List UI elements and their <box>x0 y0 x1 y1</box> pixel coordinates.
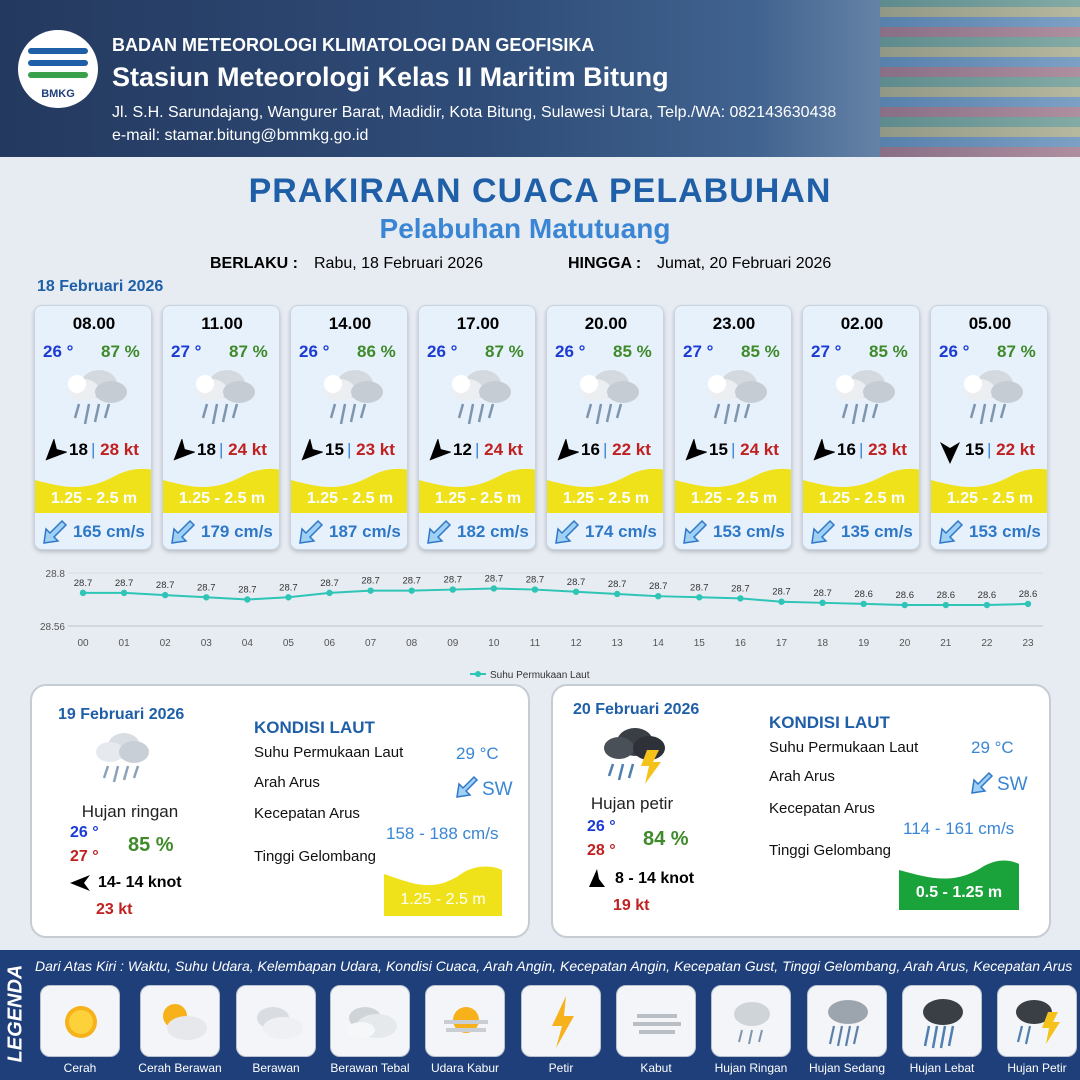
sst-chart <box>30 563 1050 693</box>
heavy-rain-icon <box>903 986 983 1058</box>
legend-item <box>902 985 982 1075</box>
sst-point <box>121 590 127 596</box>
current-direction-icon <box>41 518 69 546</box>
day3-date: 20 Februari 2026 <box>573 701 700 718</box>
legend-item <box>711 985 791 1075</box>
card-separator: | <box>347 440 352 459</box>
card-time: 02.00 <box>840 314 884 333</box>
rain-light-icon <box>823 364 901 430</box>
day2-date: 19 Februari 2026 <box>58 706 185 723</box>
card-temperature: 26 ° <box>43 342 74 361</box>
station-address: Jl. S.H. Sarundajang, Wangurer Barat, Madidir, Kota Bitung, Sulawesi Utara, Telp./WA: 082143630438 <box>112 104 837 121</box>
card-wave-height: 1.25 - 2.5 m <box>178 490 266 507</box>
sst-data-label: 28.7 <box>197 582 216 594</box>
rain-light-icon <box>311 364 389 430</box>
sst-data-label: 28.7 <box>443 574 463 586</box>
card-temperature: 26 ° <box>555 342 586 361</box>
card-humidity: 87 % <box>485 342 524 361</box>
sun-icon <box>41 986 121 1058</box>
card-gust-value: 24 kt <box>228 440 267 459</box>
legend-item <box>807 985 887 1075</box>
sst-data-label: 28.7 <box>73 577 93 589</box>
day2-gust: 23 kt <box>96 901 133 918</box>
legend-item <box>521 985 601 1075</box>
card-humidity: 85 % <box>741 342 780 361</box>
card-separator: | <box>475 440 480 459</box>
x-tick-label: 16 <box>734 638 746 649</box>
x-tick-label: 19 <box>858 638 870 649</box>
card-gust <box>859 440 907 460</box>
x-tick-label: 04 <box>241 638 253 649</box>
station-name: Stasiun Meteorologi Kelas II Maritim Bitung <box>112 62 669 92</box>
legend-item <box>236 985 316 1075</box>
card-wave-height: 1.25 - 2.5 m <box>306 490 394 507</box>
x-tick-label: 01 <box>118 638 130 649</box>
card-gust <box>475 440 523 460</box>
day3-condition: Hujan petir <box>590 794 674 813</box>
card-time: 11.00 <box>201 314 243 333</box>
card-gust-value: 22 kt <box>996 440 1035 459</box>
day2-sst-label: Suhu Permukaan Laut <box>254 744 404 761</box>
header-banner <box>0 0 1080 157</box>
card-time: 23.00 <box>712 314 756 333</box>
card-wave-height: 1.25 - 2.5 m <box>946 490 1034 507</box>
port-background-graphic <box>880 0 1080 157</box>
card-separator: | <box>91 440 96 459</box>
card-separator: | <box>859 440 864 459</box>
x-tick-label: 21 <box>940 638 952 649</box>
current-direction-icon <box>809 518 837 546</box>
moderate-rain-icon <box>808 986 888 1058</box>
card-humidity: 85 % <box>613 342 652 361</box>
sst-data-label: 28.7 <box>279 582 298 594</box>
agency-name: BADAN METEOROLOGI KLIMATOLOGI DAN GEOFISIKA <box>112 35 595 55</box>
card-current-speed: 182 cm/s <box>457 522 529 541</box>
bmkg-logo: BMKG <box>18 30 98 108</box>
sst-point <box>943 602 949 608</box>
x-tick-label: 22 <box>981 638 993 649</box>
sst-data-label: 28.6 <box>936 590 956 602</box>
x-tick-label: 09 <box>447 638 459 649</box>
card-wave-height: 1.25 - 2.5 m <box>50 490 138 507</box>
legend-item-label: Berawan Tebal <box>330 1061 410 1075</box>
day2-tmax: 27 ° <box>70 848 99 865</box>
legend-item <box>40 985 120 1075</box>
day3-wave-label: Tinggi Gelombang <box>769 842 892 859</box>
card-wave-height: 1.25 - 2.5 m <box>434 490 522 507</box>
x-tick-label: 02 <box>159 638 171 649</box>
sun-cloud-icon <box>141 986 221 1058</box>
card-separator: | <box>731 440 736 459</box>
card-wave-height: 1.25 - 2.5 m <box>818 490 906 507</box>
sst-data-label: 28.7 <box>402 575 421 587</box>
rain-light-icon <box>90 728 160 790</box>
day2-wave-value: 1.25 - 2.5 m <box>400 891 486 908</box>
legend-item-label: Petir <box>548 1061 574 1075</box>
rain-light-icon <box>567 364 645 430</box>
legend-item-label: Cerah Berawan <box>138 1061 222 1075</box>
sst-data-label: 28.7 <box>690 582 709 594</box>
card-current-speed: 187 cm/s <box>329 522 401 541</box>
day3-current-speed-value: 114 - 161 cm/s <box>903 819 1015 838</box>
berlaku-value: Rabu, 18 Februari 2026 <box>314 255 483 272</box>
day2-current-dir-value: SW <box>482 779 513 800</box>
legend-item <box>425 985 505 1075</box>
forecast-card <box>418 305 536 550</box>
legend-item <box>616 985 696 1075</box>
current-direction-icon <box>969 770 995 796</box>
day3-humidity: 84 % <box>643 828 689 850</box>
card-gust <box>91 440 139 460</box>
sst-data-label: 28.7 <box>772 586 791 598</box>
card-wind-speed: 12 <box>453 440 472 459</box>
rain-light-icon <box>183 364 261 430</box>
sst-point <box>614 591 620 597</box>
sst-data-label: 28.7 <box>566 576 586 588</box>
current-direction-icon <box>454 774 480 800</box>
sst-point <box>860 601 866 607</box>
card-current-speed: 165 cm/s <box>73 522 145 541</box>
day3-wave-value: 0.5 - 1.25 m <box>915 884 1003 901</box>
x-tick-label: 08 <box>406 638 418 649</box>
day3-sst-label: Suhu Permukaan Laut <box>769 739 919 756</box>
day2-panel <box>30 684 530 938</box>
forecast-card <box>546 305 664 550</box>
sst-point <box>450 586 456 592</box>
sst-point <box>367 587 373 593</box>
sst-point <box>408 587 414 593</box>
thunderstorm-icon <box>599 722 679 788</box>
sst-data-label: 28.6 <box>854 588 873 600</box>
sst-data-label: 28.7 <box>525 574 545 586</box>
forecast-card <box>34 305 152 550</box>
day3-current-speed-label: Kecepatan Arus <box>769 800 875 817</box>
card-wind-speed: 18 <box>197 440 216 459</box>
card-humidity: 86 % <box>357 342 396 361</box>
card-gust-value: 24 kt <box>740 440 779 459</box>
legend-item-label: Hujan Ringan <box>714 1061 788 1075</box>
sst-point <box>203 594 209 600</box>
sst-data-label: 28.7 <box>731 583 750 595</box>
sst-data-label: 28.7 <box>648 581 668 593</box>
sst-point <box>532 586 538 592</box>
cloud-icon <box>237 986 317 1058</box>
card-wave-height: 1.25 - 2.5 m <box>562 490 650 507</box>
day3-current-dir-value: SW <box>997 774 1028 795</box>
port-name: Pelabuhan Matutuang <box>379 213 671 244</box>
light-rain-icon <box>712 986 792 1058</box>
day2-current-speed-label: Kecepatan Arus <box>254 805 360 822</box>
thunderstorm-icon <box>998 986 1078 1058</box>
sst-point <box>80 590 86 596</box>
legend-item <box>140 985 220 1075</box>
chart-legend-label: Suhu Permukaan Laut <box>490 670 590 681</box>
day2-sst-value: 29 °C <box>456 744 499 763</box>
sst-data-label: 28.6 <box>977 590 997 602</box>
card-time: 20.00 <box>584 314 628 333</box>
berlaku-label: BERLAKU : <box>210 255 298 272</box>
sst-point <box>285 594 291 600</box>
wind-direction-icon <box>70 874 92 892</box>
forecast-card <box>802 305 920 550</box>
day2-condition: Hujan ringan <box>81 802 179 821</box>
legend-item <box>330 985 410 1075</box>
forecast-card <box>290 305 408 550</box>
sst-point <box>655 593 661 599</box>
day3-sst-value: 29 °C <box>971 738 1014 757</box>
card-current-speed: 179 cm/s <box>201 522 273 541</box>
card-gust <box>603 440 651 460</box>
sst-data-label: 28.7 <box>813 587 832 599</box>
day3-tmax: 28 ° <box>587 842 616 859</box>
card-wind-speed: 16 <box>581 440 600 459</box>
y-tick-label: 28.56 <box>39 622 65 633</box>
sst-data-label: 28.7 <box>607 578 627 590</box>
x-tick-label: 14 <box>652 638 664 649</box>
sst-point <box>737 595 743 601</box>
sst-point <box>778 599 784 605</box>
card-temperature: 27 ° <box>683 342 714 361</box>
legend-item-label: Hujan Sedang <box>808 1061 886 1075</box>
card-current-speed: 153 cm/s <box>969 522 1041 541</box>
day2-humidity: 85 % <box>128 834 174 856</box>
station-email: e-mail: stamar.bitung@bmmkg.go.id <box>112 127 369 144</box>
current-direction-icon <box>553 518 581 546</box>
sst-data-label: 28.6 <box>895 590 914 602</box>
x-tick-label: 05 <box>282 638 294 649</box>
sst-data-label: 28.6 <box>1018 588 1038 600</box>
card-humidity: 85 % <box>869 342 908 361</box>
day3-current-dir-label: Arah Arus <box>769 768 835 785</box>
card-gust-value: 23 kt <box>356 440 395 459</box>
card-gust <box>987 440 1035 460</box>
rain-light-icon <box>55 364 133 430</box>
day3-wind: 8 - 14 knot <box>615 870 695 887</box>
sst-data-label: 28.7 <box>320 577 339 589</box>
day2-current-speed-value: 158 - 188 cm/s <box>386 824 499 843</box>
sst-point <box>244 596 250 602</box>
haze-icon <box>426 986 506 1058</box>
card-gust-value: 24 kt <box>484 440 523 459</box>
card-gust-value: 22 kt <box>612 440 651 459</box>
current-direction-icon <box>681 518 709 546</box>
x-tick-label: 10 <box>488 638 500 649</box>
fog-icon <box>617 986 697 1058</box>
sst-point <box>491 585 497 591</box>
x-tick-label: 00 <box>77 638 89 649</box>
x-tick-label: 17 <box>775 638 788 649</box>
card-wind-speed: 16 <box>837 440 856 459</box>
page-title: PRAKIRAAN CUACA PELABUHAN <box>248 172 832 210</box>
day3-gust: 19 kt <box>613 897 650 914</box>
card-humidity: 87 % <box>229 342 268 361</box>
card-separator: | <box>987 440 992 459</box>
card-temperature: 27 ° <box>171 342 202 361</box>
x-tick-label: 23 <box>1022 638 1034 649</box>
sst-point <box>984 602 990 608</box>
sst-data-label: 28.7 <box>155 580 175 592</box>
forecast-card <box>674 305 792 550</box>
legend-item-label: Hujan Petir <box>1007 1061 1067 1075</box>
card-temperature: 26 ° <box>939 342 970 361</box>
card-humidity: 87 % <box>997 342 1036 361</box>
card-wind-speed: 15 <box>325 440 344 459</box>
card-time: 17.00 <box>456 314 500 333</box>
sst-point <box>1025 601 1031 607</box>
sst-point <box>696 594 702 600</box>
thick-cloud-icon <box>331 986 411 1058</box>
hingga-label: HINGGA : <box>568 255 642 272</box>
card-wind-speed: 15 <box>965 440 984 459</box>
day2-current-dir-label: Arah Arus <box>254 774 320 791</box>
card-time: 05.00 <box>968 314 1012 333</box>
rain-light-icon <box>695 364 773 430</box>
day2-wind: 14- 14 knot <box>98 874 182 891</box>
sst-point <box>573 589 579 595</box>
current-direction-icon <box>169 518 197 546</box>
day2-tmin: 26 ° <box>70 824 99 841</box>
x-tick-label: 20 <box>899 638 911 649</box>
x-tick-label: 12 <box>570 638 582 649</box>
day3-panel <box>551 684 1051 938</box>
card-current-speed: 135 cm/s <box>841 522 913 541</box>
legend-description: Dari Atas Kiri : Waktu, Suhu Udara, Kelembapan Udara, Kondisi Cuaca, Arah Angin, Kecepatan Angin, Kecepatan Gust, Tinggi Gelombang, Arah Arus, Kecepatan Arus <box>35 958 1073 974</box>
forecast-card <box>930 305 1048 550</box>
day3-tmin: 26 ° <box>587 818 616 835</box>
x-tick-label: 03 <box>200 638 212 649</box>
legend-item-label: Udara Kabur <box>430 1061 500 1075</box>
forecast-card <box>162 305 280 550</box>
card-wind-speed: 15 <box>709 440 728 459</box>
current-direction-icon <box>297 518 325 546</box>
sst-series-line <box>83 588 1028 605</box>
card-current-speed: 153 cm/s <box>713 522 785 541</box>
current-direction-icon <box>425 518 453 546</box>
sst-data-label: 28.7 <box>484 573 504 585</box>
legend-item-label: Kabut <box>640 1061 672 1075</box>
sst-data-label: 28.7 <box>114 577 134 589</box>
sst-point <box>902 602 908 608</box>
legend-item <box>997 985 1077 1075</box>
card-time: 08.00 <box>72 314 116 333</box>
x-tick-label: 15 <box>693 638 705 649</box>
card-gust <box>347 440 395 460</box>
day1-date: 18 Februari 2026 <box>37 278 164 295</box>
x-tick-label: 07 <box>365 638 377 649</box>
legend-item-label: Cerah <box>63 1061 97 1075</box>
rain-light-icon <box>439 364 517 430</box>
sst-data-label: 28.7 <box>238 584 257 596</box>
y-tick-label: 28.8 <box>45 569 65 580</box>
lightning-icon <box>522 986 602 1058</box>
card-gust-value: 23 kt <box>868 440 907 459</box>
card-current-speed: 174 cm/s <box>585 522 657 541</box>
day2-wave-label: Tinggi Gelombang <box>254 848 377 865</box>
card-time: 14.00 <box>328 314 372 333</box>
card-gust-value: 28 kt <box>100 440 139 459</box>
sst-point <box>326 590 332 596</box>
card-separator: | <box>219 440 224 459</box>
x-tick-label: 06 <box>323 638 336 649</box>
legend-item-label: Hujan Lebat <box>909 1061 975 1075</box>
card-temperature: 26 ° <box>427 342 458 361</box>
card-temperature: 27 ° <box>811 342 842 361</box>
card-humidity: 87 % <box>101 342 140 361</box>
card-gust <box>219 440 267 460</box>
sst-point <box>819 600 825 606</box>
card-wave-height: 1.25 - 2.5 m <box>690 490 778 507</box>
card-temperature: 26 ° <box>299 342 330 361</box>
day3-kondisi-title: KONDISI LAUT <box>769 713 890 732</box>
rain-light-icon <box>951 364 1029 430</box>
x-tick-label: 13 <box>611 638 623 649</box>
hingga-value: Jumat, 20 Februari 2026 <box>657 255 832 272</box>
card-wind-speed: 18 <box>69 440 88 459</box>
current-direction-icon <box>937 518 965 546</box>
card-separator: | <box>603 440 608 459</box>
legend-marker <box>475 671 481 677</box>
day2-kondisi-title: KONDISI LAUT <box>254 718 375 737</box>
sst-point <box>162 592 168 598</box>
card-gust <box>731 440 779 460</box>
legend-item-label: Berawan <box>252 1061 300 1075</box>
sst-data-label: 28.7 <box>361 575 380 587</box>
legend-side-label: LEGENDA <box>4 964 27 1063</box>
x-tick-label: 11 <box>529 638 541 649</box>
wind-direction-icon <box>587 869 607 889</box>
x-tick-label: 18 <box>817 638 829 649</box>
